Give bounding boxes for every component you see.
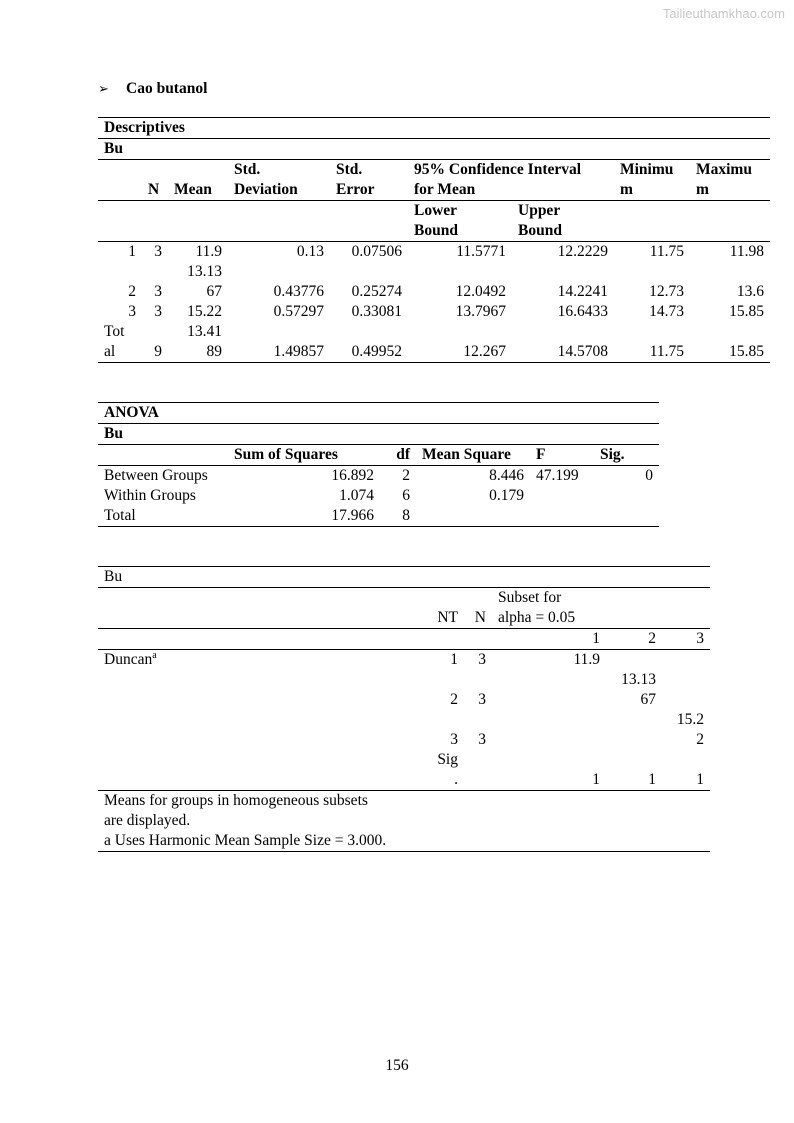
method-label bbox=[98, 650, 424, 671]
cell-n: 3 bbox=[154, 243, 162, 260]
cell-mean-line1: 13.13 bbox=[187, 263, 222, 280]
cell-n: 3 bbox=[478, 691, 486, 708]
table-row bbox=[98, 342, 770, 363]
cell-std-err: 0.33081 bbox=[351, 303, 402, 320]
table-row bbox=[98, 650, 710, 671]
header-ci-2: for Mean bbox=[408, 180, 614, 201]
cell-lower: 12.0492 bbox=[455, 283, 506, 300]
cell-f: 47.199 bbox=[536, 467, 579, 484]
table-row bbox=[98, 322, 770, 342]
cell-n: 3 bbox=[478, 651, 486, 668]
arrow-bullet-icon: ➢ bbox=[98, 81, 109, 96]
table-variable: Bu bbox=[104, 140, 123, 157]
method-footnote-mark: a bbox=[152, 650, 157, 661]
cell-upper: 14.5708 bbox=[512, 342, 614, 363]
row-label: Within Groups bbox=[104, 487, 196, 504]
cell-max: 11.98 bbox=[729, 243, 764, 260]
header-subset-col-2: 2 bbox=[606, 629, 662, 650]
table-row bbox=[98, 282, 770, 302]
header-subset-col-1: 1 bbox=[492, 629, 606, 650]
footnote-row bbox=[98, 811, 710, 831]
cell-std-dev: 0.13 bbox=[296, 243, 324, 260]
anova-table bbox=[98, 402, 659, 527]
footnote-line-1: Means for groups in homogeneous subsets bbox=[98, 791, 710, 812]
header-std-err-2: Error bbox=[330, 180, 408, 201]
header-lower-1: Lower bbox=[414, 202, 458, 219]
cell-ms: 8.446 bbox=[489, 467, 524, 484]
header-min-2: m bbox=[614, 180, 690, 201]
table-row bbox=[98, 302, 770, 322]
cell-nt: 2 bbox=[450, 691, 458, 708]
cell-df: 6 bbox=[402, 487, 410, 504]
cell-nt: 3 bbox=[450, 731, 458, 748]
header-df: df bbox=[380, 445, 416, 466]
table-row bbox=[98, 242, 770, 263]
row-label: Between Groups bbox=[104, 467, 208, 484]
header-std-dev-2: Deviation bbox=[228, 180, 330, 201]
table-row bbox=[98, 466, 659, 487]
header-subset-1: Subset for bbox=[498, 589, 562, 606]
footnote-line-2: are displayed. bbox=[104, 812, 191, 829]
cell-lower: 12.267 bbox=[408, 342, 512, 363]
footnote-row bbox=[98, 831, 710, 852]
table-title-row bbox=[98, 118, 770, 139]
cell-mean-line2: 67 bbox=[206, 283, 222, 300]
sig-label-line1: Sig bbox=[437, 751, 458, 768]
cell-std-err: 0.49952 bbox=[330, 342, 408, 363]
cell-subset-3: 2 bbox=[696, 731, 704, 748]
row-label: Total bbox=[98, 506, 228, 527]
cell-n: 9 bbox=[142, 342, 168, 363]
cell-min: 12.73 bbox=[649, 283, 684, 300]
watermark: Tailieuthamkhao.com bbox=[662, 6, 785, 21]
table-variable-row bbox=[98, 567, 710, 588]
table-row bbox=[98, 506, 659, 527]
header-sig: Sig. bbox=[594, 445, 659, 466]
cell-ss: 17.966 bbox=[228, 506, 380, 527]
header-mean: Mean bbox=[168, 180, 228, 201]
header-row bbox=[98, 629, 710, 650]
cell-ss: 1.074 bbox=[339, 487, 374, 504]
header-n: N bbox=[142, 180, 168, 201]
cell-n: 3 bbox=[154, 283, 162, 300]
cell-subset-2: 13.13 bbox=[621, 671, 656, 688]
table-row bbox=[98, 262, 770, 282]
cell-std-err: 0.07506 bbox=[351, 243, 402, 260]
cell-max: 15.85 bbox=[690, 342, 770, 363]
cell-group-line2: al bbox=[98, 342, 142, 363]
descriptives-table bbox=[98, 117, 770, 363]
cell-std-dev: 1.49857 bbox=[228, 342, 330, 363]
sig-label-line2: . bbox=[454, 771, 458, 788]
cell-group-line1: Tot bbox=[104, 323, 125, 340]
cell-lower: 13.7967 bbox=[455, 303, 506, 320]
footnote-line-3: a Uses Harmonic Mean Sample Size = 3.000. bbox=[98, 831, 710, 852]
section-heading bbox=[98, 80, 207, 98]
cell-n: 3 bbox=[478, 731, 486, 748]
header-subset-col-3: 3 bbox=[662, 629, 710, 650]
header-row bbox=[98, 608, 710, 629]
cell-df: 2 bbox=[402, 467, 410, 484]
table-variable-row bbox=[98, 424, 659, 445]
table-row bbox=[98, 750, 710, 770]
header-row bbox=[98, 445, 659, 466]
table-variable-row bbox=[98, 139, 770, 160]
cell-nt: 1 bbox=[450, 651, 458, 668]
header-row bbox=[98, 201, 770, 222]
cell-group: 1 bbox=[128, 243, 136, 260]
cell-mean: 15.22 bbox=[187, 303, 222, 320]
header-row bbox=[98, 180, 770, 201]
header-f: F bbox=[530, 445, 594, 466]
header-row bbox=[98, 221, 770, 242]
table-row bbox=[98, 730, 710, 750]
table-row bbox=[98, 486, 659, 506]
table-title: Descriptives bbox=[98, 118, 770, 139]
header-max-2: m bbox=[690, 180, 770, 201]
heading-text: Cao butanol bbox=[126, 80, 208, 97]
table-title-row bbox=[98, 403, 659, 424]
header-ms: Mean Square bbox=[416, 445, 530, 466]
duncan-table bbox=[98, 566, 710, 852]
cell-sig: 0 bbox=[645, 467, 653, 484]
cell-lower: 11.5771 bbox=[456, 243, 506, 260]
cell-upper: 12.2229 bbox=[557, 243, 608, 260]
sig-subset-3: 1 bbox=[696, 771, 704, 788]
cell-ms: 0.179 bbox=[489, 487, 524, 504]
header-max-1: Maximu bbox=[690, 160, 770, 181]
header-n: N bbox=[464, 608, 492, 629]
page-number: 156 bbox=[385, 1057, 409, 1074]
header-min-1: Minimu bbox=[614, 160, 690, 181]
table-variable: Bu bbox=[98, 567, 710, 588]
header-std-dev-1: Std. bbox=[228, 160, 330, 181]
cell-mean-line1: 13.41 bbox=[187, 323, 222, 340]
header-std-err-1: Std. bbox=[330, 160, 408, 181]
cell-min: 14.73 bbox=[649, 303, 684, 320]
header-nt: NT bbox=[424, 608, 464, 629]
header-ss: Sum of Squares bbox=[228, 445, 380, 466]
sig-subset-2: 1 bbox=[648, 771, 656, 788]
cell-std-err: 0.25274 bbox=[351, 283, 402, 300]
cell-group: 2 bbox=[128, 283, 136, 300]
cell-upper: 16.6433 bbox=[557, 303, 608, 320]
cell-std-dev: 0.43776 bbox=[273, 283, 324, 300]
cell-n: 3 bbox=[154, 303, 162, 320]
header-ci-1: 95% Confidence Interval bbox=[408, 160, 614, 181]
footnote-row bbox=[98, 791, 710, 812]
cell-min: 11.75 bbox=[649, 243, 684, 260]
table-row bbox=[98, 710, 710, 730]
cell-group: 3 bbox=[128, 303, 136, 320]
cell-subset-1: 11.9 bbox=[573, 651, 600, 668]
table-row bbox=[98, 770, 710, 791]
cell-max: 15.85 bbox=[729, 303, 764, 320]
header-subset-2: alpha = 0.05 bbox=[492, 608, 710, 629]
table-title: ANOVA bbox=[98, 403, 659, 424]
header-row bbox=[98, 160, 770, 181]
table-variable: Bu bbox=[98, 424, 659, 445]
cell-subset-2: 67 bbox=[640, 691, 656, 708]
cell-min: 11.75 bbox=[614, 342, 690, 363]
sig-subset-1: 1 bbox=[592, 771, 600, 788]
header-lower-2: Bound bbox=[408, 221, 512, 242]
cell-max: 13.6 bbox=[736, 283, 764, 300]
header-upper-1: Upper bbox=[518, 202, 561, 219]
cell-subset-3: 15.2 bbox=[676, 711, 704, 728]
cell-mean: 11.9 bbox=[195, 243, 222, 260]
table-row bbox=[98, 670, 710, 690]
cell-ss: 16.892 bbox=[331, 467, 374, 484]
header-upper-2: Bound bbox=[512, 221, 614, 242]
method-text: Duncan bbox=[104, 651, 153, 668]
header-row bbox=[98, 588, 710, 609]
cell-mean-line2: 89 bbox=[168, 342, 228, 363]
cell-std-dev: 0.57297 bbox=[273, 303, 324, 320]
table-row bbox=[98, 690, 710, 710]
cell-df: 8 bbox=[380, 506, 416, 527]
cell-upper: 14.2241 bbox=[557, 283, 608, 300]
